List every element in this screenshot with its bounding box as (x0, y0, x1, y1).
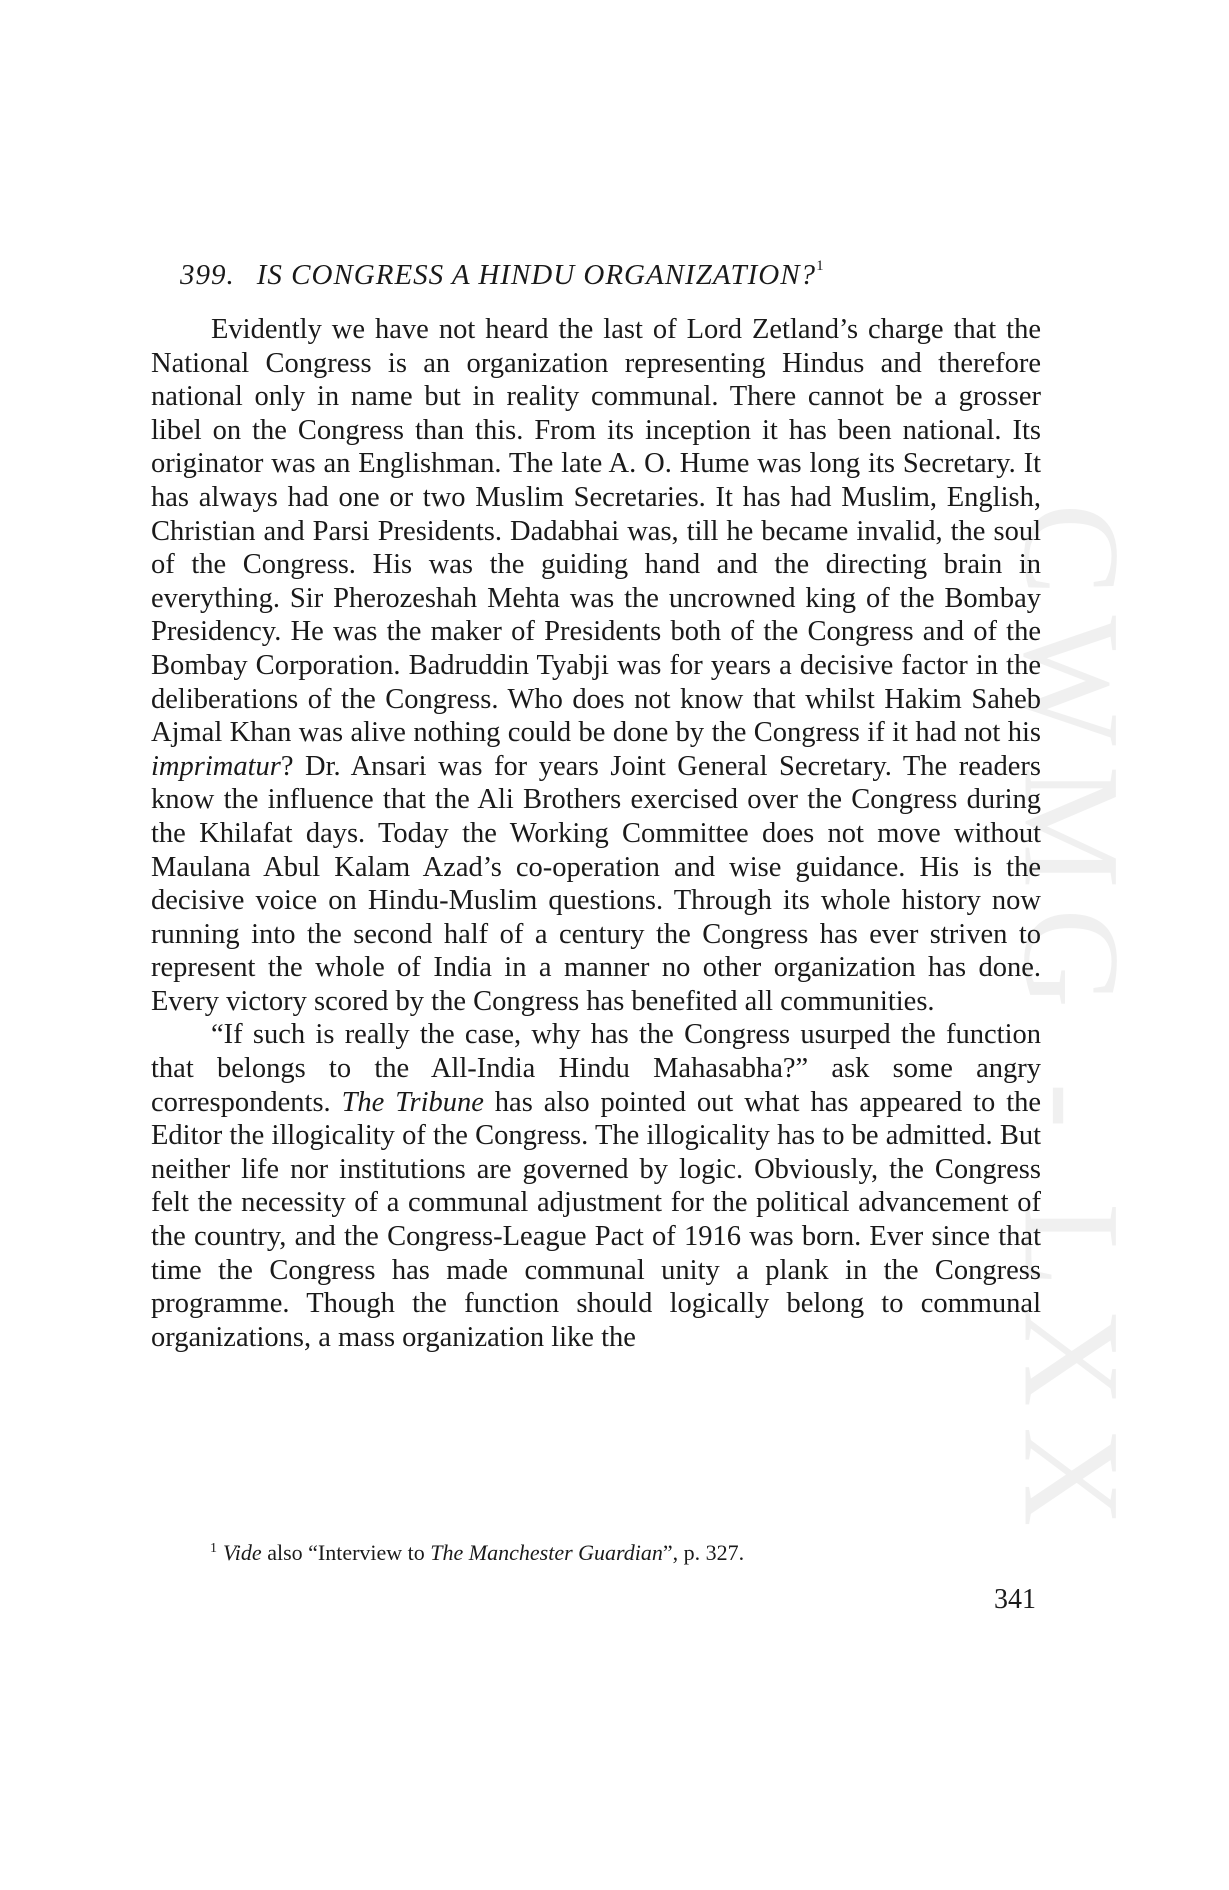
footnote-vide: Vide (223, 1540, 262, 1565)
paragraph-1: Evidently we have not heard the last of Lord Zetland’s charge that the National Congress is an organization representing Hindus and therefore national only in name but in reality communal. There cannot be a grosser libel on the Congress than this. From its inception it has been national. Its originator was an Englishman. The late A. O. Hume was long its Secretary. It has always had one or two Muslim Secretaries. It has had Muslim, English, Christian and Parsi Presidents. Dadabhai was, till he became invalid, the soul of the Congress. His was the guiding hand and the directing brain in everything. Sir Pherozeshah Mehta was the uncrowned king of the Bombay Presidency. He was the maker of Presidents both of the Congress and of the Bombay Corporation. Badruddin Tyabji was for years a decisive factor in the deliberations of the Congress. Who does not know that whilst Hakim Saheb Ajmal Khan was alive nothing could be done by the Congress if it had not his imprimatur? Dr. Ansari was for years Joint General Secretary. The readers know the influence that the Ali Brothers exercised over the Congress during the Khilafat days. Today the Working Committee does not move without Maulana Abul Kalam Azad’s co-operation and wise guidance. His is the decisive voice on Hindu-Muslim questions. Through its whole history now running into the second half of a century the Congress has ever striven to represent the whole of India in a manner no other organization has done. Every victory scored by the Congress has benefited all communities. (151, 314, 1041, 1017)
footnote-text-after: ”, p. 327. (662, 1540, 745, 1565)
footnote-reference: 1 (816, 258, 825, 274)
article-heading (180, 258, 825, 292)
paragraph-2: “If such is really the case, why has the Congress usurped the function that belongs to the All-India Hindu Mahasabha?” ask some angry correspondents. The Tribune has also pointed out what has appeared to the Editor the illogicality of the Congress. The illogicality has to be admitted. But neither life nor institutions are governed by logic. Obviously, the Congress felt the necessity of a communal adjustment for the political advancement of the country, and the Congress-League Pact of 1916 was born. Ever since that time the Congress has made communal unity a plank in the Congress programme. Though the function should logically belong to communal organizations, a mass organization like the (151, 1019, 1042, 1353)
footnote-text-before: also “Interview to (261, 1540, 431, 1565)
watermark: CWMG - LXX (995, 503, 1149, 1547)
footnote-source: The Manchester Guardian (430, 1540, 663, 1565)
article-body (151, 313, 1041, 1354)
footnote (210, 1540, 744, 1566)
footnote-marker: 1 (210, 1541, 217, 1556)
page-number: 341 (994, 1584, 1036, 1615)
article-number: 399. (180, 259, 235, 291)
article-title: IS CONGRESS A HINDU ORGANIZATION? (256, 259, 817, 291)
